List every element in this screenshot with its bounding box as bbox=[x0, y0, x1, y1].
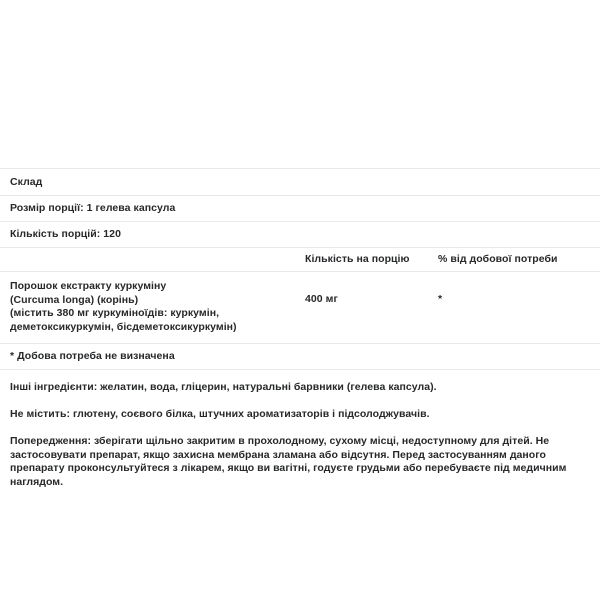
supplementary-text-section bbox=[0, 370, 600, 489]
panel-title: Склад bbox=[10, 176, 43, 188]
ingredient-amount: 400 мг bbox=[305, 293, 338, 305]
column-header-percent-daily-value: % від добової потреби bbox=[438, 253, 558, 265]
daily-value-footnote: * Добова потреба не визначена bbox=[10, 350, 175, 362]
table-header-row bbox=[0, 248, 600, 271]
ingredient-name-line-2: (Curcuma longa) (корінь) bbox=[10, 293, 139, 306]
ingredient-name-line-1: Порошок екстракту куркуміну bbox=[10, 280, 167, 292]
servings-per-container-row bbox=[0, 222, 600, 247]
ingredient-daily-value: * bbox=[438, 293, 443, 305]
serving-size-row bbox=[0, 196, 600, 221]
ingredient-name-line-4: деметоксикуркумін, бісдеметоксикуркумін) bbox=[10, 320, 237, 333]
warning-text: Попередження: зберігати щільно закритим в прохолодному, сухому місці, недоступному для дітей. Не застосовувати препарат, якщо захисна мембрана зламана або відсутня. Перед застосуванням даного препарату проконсультуйтеся з лікарем, якщо ви вагітні, годуєте грудьми або перебуваєте під медичним наглядом. bbox=[10, 435, 567, 488]
other-ingredients-text: Інші інгредієнти: желатин, вода, гліцерин, натуральні барвники (гелева капсула). bbox=[10, 381, 437, 393]
supplement-facts-panel bbox=[0, 168, 600, 370]
column-header-amount-per-serving: Кількість на порцію bbox=[305, 253, 410, 265]
daily-value-footnote-row bbox=[0, 344, 600, 369]
serving-size-text: Розмір порції: 1 гелева капсула bbox=[10, 202, 176, 214]
table-row bbox=[0, 272, 600, 343]
ingredient-name-line-3: (містить 380 мг куркуміноїдів: куркумін, bbox=[10, 307, 220, 319]
free-from-text: Не містить: глютену, соєвого білка, штучних ароматизаторів і підсолоджувачів. bbox=[10, 407, 430, 420]
panel-title-row bbox=[0, 169, 600, 195]
ingredient-name bbox=[10, 280, 305, 334]
top-blank-area bbox=[0, 0, 600, 168]
servings-per-container-text: Кількість порцій: 120 bbox=[10, 228, 121, 240]
